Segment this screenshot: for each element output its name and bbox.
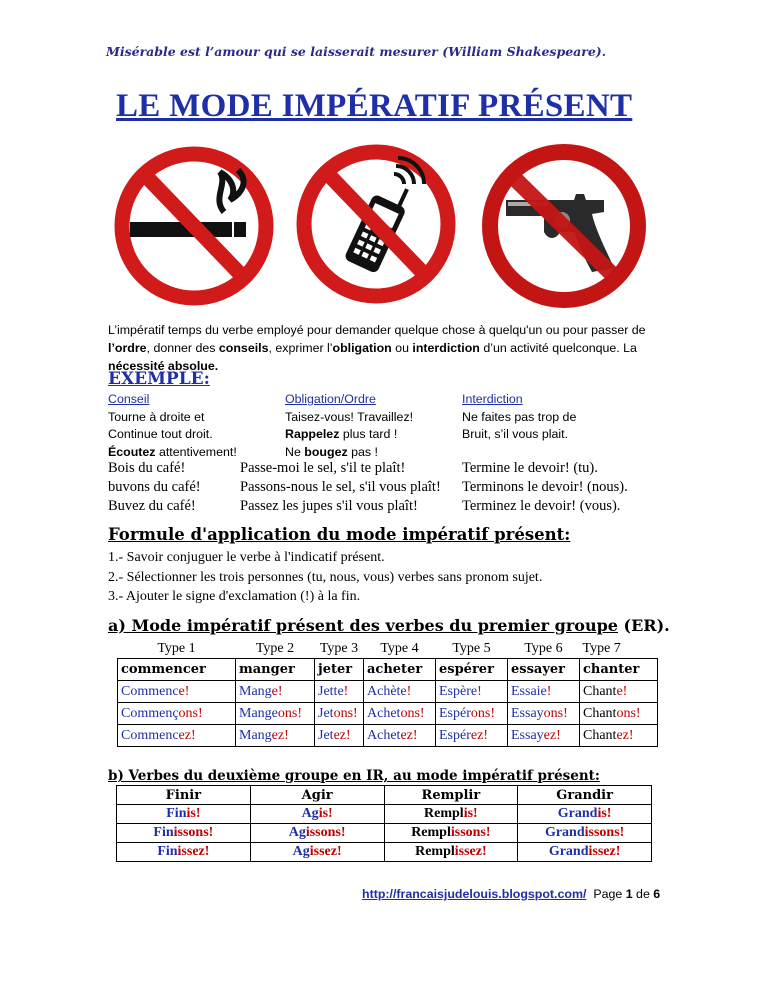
ending: ons!	[616, 705, 641, 721]
stem: Espère	[439, 683, 478, 699]
stem: Essaie	[511, 683, 547, 699]
conj-cell	[364, 725, 436, 747]
verb-cell: commencer	[118, 659, 236, 681]
formula-step: 3.- Ajouter le signe d'exclamation (!) à la fin.	[108, 589, 361, 604]
ending: !	[546, 683, 552, 699]
conj-cell	[236, 703, 315, 725]
formula-step: 1.- Savoir conjuguer le verbe à l'indicatif présent.	[108, 550, 385, 565]
ending: issez!	[588, 844, 621, 859]
conj-cell	[250, 805, 384, 824]
conj-cell	[315, 703, 364, 725]
interdiction-line-2: Bruit, s’il vous plait.	[462, 427, 569, 441]
second-group-row-nous	[117, 824, 652, 843]
intro-bold-necessite: nécessité absolue.	[108, 359, 219, 373]
no-phone-sign	[304, 152, 448, 296]
intro-bold-conseils: conseils	[218, 341, 269, 355]
ending: issez!	[454, 844, 487, 859]
intro-text-3: , exprimer l’	[268, 341, 333, 355]
type-cell: Type 7	[580, 639, 658, 659]
example-line: buvons du café!	[108, 479, 201, 495]
page-footer	[362, 887, 660, 901]
ending: is!	[597, 806, 612, 821]
formula-step: 2.- Sélectionner les trois personnes (tu, nous, vous) verbes sans pronom sujet.	[108, 569, 543, 585]
obligation-line-2-rest: plus tard !	[339, 427, 398, 441]
verb-cell: chanter	[580, 659, 658, 681]
stem: Jet	[318, 727, 334, 743]
stem: Chant	[583, 705, 617, 721]
verb-cell: acheter	[364, 659, 436, 681]
example-line: Terminez le devoir! (vous).	[462, 498, 621, 514]
verb-cell: essayer	[508, 659, 580, 681]
intro-text-1: L’impératif temps du verbe employé pour demander quelque chose à quelqu'un ou pour passer de	[108, 323, 646, 337]
ending: ons!	[178, 705, 203, 721]
ending: e!	[178, 683, 190, 699]
section-a-heading	[108, 616, 670, 635]
first-group-table	[117, 639, 658, 747]
example-line: Bois du café!	[108, 460, 186, 476]
stem: Mang	[239, 683, 272, 699]
ending: !	[477, 683, 482, 699]
stem: Grand	[548, 844, 589, 859]
obligation-bold-rappelez: Rappelez	[285, 427, 340, 441]
obligation-column	[285, 391, 413, 461]
stem: Essay	[511, 727, 544, 743]
stem: Jette	[318, 683, 344, 699]
stem: Commenc	[121, 683, 179, 699]
blog-link[interactable]: http://francaisjudelouis.blogspot.com/	[362, 887, 587, 901]
ending: ez!	[178, 727, 196, 743]
conj-cell	[508, 725, 580, 747]
stem: Jet	[318, 705, 334, 721]
conj-cell	[364, 681, 436, 703]
section-a-title: a) Mode impératif présent des verbes du premier groupe	[108, 616, 618, 635]
no-smoking-sign	[122, 154, 266, 298]
conj-cell	[508, 681, 580, 703]
ending: e!	[271, 683, 283, 699]
stem: Mange	[239, 705, 278, 721]
conj-cell	[508, 703, 580, 725]
type-cell: Type 1	[118, 639, 236, 659]
example-line: Passe-moi le sel, s'il te plaît!	[240, 460, 406, 476]
conj-cell	[250, 843, 384, 862]
ending: issons!	[584, 825, 625, 840]
conj-cell	[518, 824, 652, 843]
intro-bold-ordre: l’ordre	[108, 341, 147, 355]
type-cell: Type 2	[236, 639, 315, 659]
stem: Grand	[557, 806, 598, 821]
obligation-line-2	[285, 426, 413, 444]
type-cell: Type 5	[436, 639, 508, 659]
stem: Espér	[439, 705, 471, 721]
verb-cell: jeter	[315, 659, 364, 681]
verb-header: Remplir	[384, 786, 518, 805]
formula-heading: Formule d'application du mode impératif présent:	[108, 525, 571, 544]
stem: Espér	[439, 727, 471, 743]
conj-cell	[436, 725, 508, 747]
conj-cell	[580, 725, 658, 747]
ending: ons!	[470, 705, 496, 721]
stem: Chant	[583, 727, 617, 743]
formula-steps	[108, 548, 542, 607]
conj-cell	[384, 805, 518, 824]
stem: Achet	[367, 727, 401, 743]
intro-bold-interdiction: interdiction	[412, 341, 480, 355]
example-line: Termine le devoir! (tu).	[462, 460, 598, 476]
conj-cell	[518, 843, 652, 862]
conseil-heading: Conseil	[108, 392, 150, 406]
ending: !	[343, 683, 349, 699]
conj-cell	[117, 843, 251, 862]
serif-col-3	[462, 459, 628, 516]
page-total: 6	[653, 887, 661, 901]
second-group-row-tu	[117, 805, 652, 824]
ending: !	[406, 683, 412, 699]
intro-text-5: d’un activité quelconque. La	[479, 341, 637, 355]
stem: Rempl	[415, 844, 455, 859]
example-line: Buvez du café!	[108, 498, 196, 514]
conseil-line-3-rest: attentivement!	[155, 444, 237, 459]
stem: Achète	[367, 683, 407, 699]
conj-cell	[236, 681, 315, 703]
stem: Chant	[583, 683, 617, 699]
ending: is!	[318, 806, 333, 821]
conj-cell	[384, 843, 518, 862]
example-line: Passez les jupes s'il vous plaît!	[240, 498, 418, 514]
ending: ez!	[271, 727, 289, 743]
interdiction-heading: Interdiction	[462, 392, 523, 406]
intro-bold-obligation: obligation	[332, 341, 392, 355]
conseil-column	[108, 391, 237, 461]
ending: ons!	[543, 705, 568, 721]
ending: ez!	[543, 727, 561, 743]
serif-col-1	[108, 459, 201, 516]
stem: Mang	[239, 727, 272, 743]
conj-cell	[118, 681, 236, 703]
ending: is!	[463, 806, 478, 821]
stem: Commenc	[121, 727, 179, 743]
ending: issez!	[177, 844, 210, 859]
ending: ons!	[277, 705, 303, 721]
stem: Fin	[166, 806, 187, 821]
intro-paragraph	[108, 321, 668, 375]
conjugation-row-nous	[118, 703, 658, 725]
ending: issons!	[450, 825, 491, 840]
conseil-line-2: Continue tout droit.	[108, 427, 213, 441]
conj-cell	[580, 681, 658, 703]
obligation-bold-bougez: bougez	[304, 444, 348, 459]
stem: Rempl	[424, 806, 464, 821]
conseil-bold-ecoutez: Écoutez	[108, 444, 156, 459]
verb-cell: manger	[236, 659, 315, 681]
conj-cell	[118, 703, 236, 725]
conj-cell	[315, 725, 364, 747]
conj-cell	[315, 681, 364, 703]
ending: e!	[616, 683, 628, 699]
no-gun-sign	[490, 152, 638, 300]
conj-cell	[118, 725, 236, 747]
type-cell: Type 4	[364, 639, 436, 659]
conj-cell	[436, 681, 508, 703]
verbs-row	[118, 659, 658, 681]
conj-cell	[236, 725, 315, 747]
conj-cell	[436, 703, 508, 725]
stem: Grand	[544, 825, 585, 840]
stem: Ag	[292, 844, 310, 859]
section-b-heading: b) Verbes du deuxième groupe en IR, au mode impératif présent:	[108, 768, 600, 784]
conj-cell	[117, 824, 251, 843]
stem: Fin	[157, 844, 178, 859]
conj-cell	[250, 824, 384, 843]
exemple-heading: EXEMPLE:	[108, 369, 210, 389]
page-of-label: de	[632, 887, 654, 901]
section-a-title-tail: (ER).	[617, 616, 670, 635]
verb-header: Grandir	[518, 786, 652, 805]
prohibition-signs	[104, 140, 656, 314]
page-label: Page	[593, 887, 626, 901]
ending: ez!	[400, 727, 418, 743]
ending: ons!	[333, 705, 358, 721]
ending: ez!	[616, 727, 634, 743]
ending: issons!	[305, 825, 346, 840]
conseil-line-1: Tourne à droite et	[108, 409, 205, 424]
obligation-line-3-rest: pas !	[347, 444, 378, 459]
conj-cell	[580, 703, 658, 725]
ending: ons!	[400, 705, 425, 721]
stem: Commenç	[121, 705, 179, 721]
verb-header: Finir	[117, 786, 251, 805]
obligation-line-1: Taisez-vous! Travaillez!	[285, 409, 414, 424]
ending: is!	[186, 806, 201, 821]
stem: Ag	[288, 825, 306, 840]
conj-cell	[117, 805, 251, 824]
conjugation-row-tu	[118, 681, 658, 703]
conjugation-row-vous	[118, 725, 658, 747]
types-row	[118, 639, 658, 659]
stem: Ag	[301, 806, 319, 821]
type-cell: Type 6	[508, 639, 580, 659]
conj-cell	[364, 703, 436, 725]
header-quote: Misérable est l’amour qui se laisserait mesurer (William Shakespeare).	[106, 44, 607, 59]
ending: ez!	[470, 727, 488, 743]
page-number: 1	[625, 887, 633, 901]
interdiction-column	[462, 391, 576, 444]
intro-text-4: ou	[391, 341, 413, 355]
stem: Rempl	[411, 825, 451, 840]
serif-col-2	[240, 459, 441, 516]
intro-text-2: , donner des	[146, 341, 219, 355]
ending: issez!	[309, 844, 342, 859]
obligation-heading: Obligation/Ordre	[285, 392, 376, 406]
stem: Essay	[511, 705, 544, 721]
stem: Achet	[367, 705, 401, 721]
ending: ez!	[333, 727, 351, 743]
example-line: Passons-nous le sel, s'il vous plaît!	[240, 479, 441, 495]
conj-cell	[518, 805, 652, 824]
type-cell: Type 3	[315, 639, 364, 659]
stem: Fin	[153, 825, 174, 840]
verb-header: Agir	[250, 786, 384, 805]
page-title: LE MODE IMPÉRATIF PRÉSENT	[116, 88, 633, 124]
second-group-table	[116, 785, 652, 862]
conj-cell	[384, 824, 518, 843]
ending: issons!	[173, 825, 214, 840]
example-line: Terminons le devoir! (nous).	[462, 479, 628, 495]
second-group-header-row	[117, 786, 652, 805]
verb-cell: espérer	[436, 659, 508, 681]
obligation-line-3-pre: Ne	[285, 444, 305, 459]
second-group-row-vous	[117, 843, 652, 862]
interdiction-line-1: Ne faites pas trop de	[462, 409, 577, 424]
